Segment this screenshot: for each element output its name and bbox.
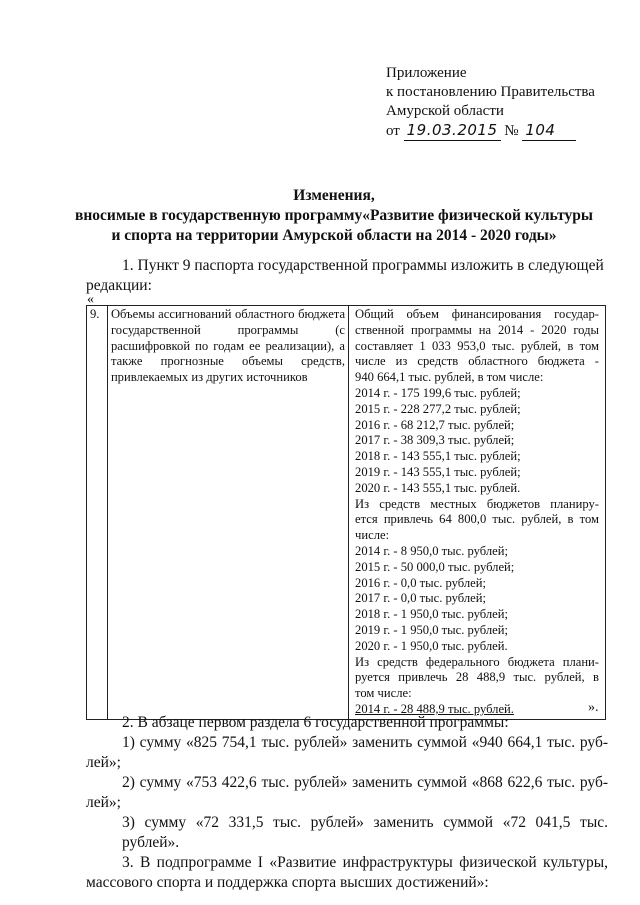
- funding-line: числе:: [355, 528, 390, 543]
- row-value: [349, 306, 606, 720]
- heading-line-3: и спорта на территории Амурской области на 2014 - 2020 годы»: [111, 227, 557, 244]
- row-description: Объемы ассигнований областного бюджета государственной программы (с расшифровкой по годам ее реализации), а также прогнозные объемы средств, привлекаемых из других источников: [107, 306, 348, 720]
- heading-line-1: Изменения,: [293, 187, 375, 204]
- table-row: [87, 306, 606, 720]
- appendix-resolution: к постановлению Правительства: [386, 84, 595, 100]
- appendix-title: Приложение: [386, 65, 467, 81]
- appendix-date-number: [386, 121, 595, 141]
- appendix-region: Амурской области: [386, 103, 504, 119]
- funding-line: 2015 г. - 50 000,0 тыс. рублей;: [355, 559, 515, 574]
- funding-line: 2015 г. - 228 277,2 тыс. рублей;: [355, 401, 521, 416]
- number-label: №: [504, 123, 519, 139]
- resolution-date: 19.03.2015: [404, 121, 501, 141]
- paragraph-2-item-2: 2) сумму «753 422,6 тыс. рублей» заменить суммой «868 622,6 тыс. руб-: [122, 774, 608, 791]
- funding-line: 940 664,1 тыс. рублей, в том числе:: [355, 370, 544, 385]
- funding-line: 2016 г. - 68 212,7 тыс. рублей;: [355, 417, 515, 432]
- paragraph-2: 2. В абзаце первом раздела 6 государственной программы:: [122, 714, 509, 731]
- funding-line: ственной программы на 2014 - 2020 годы: [355, 322, 599, 337]
- funding-line: Из средств местных бюджетов планиру-: [355, 496, 599, 511]
- paragraph-2-item-1: 1) сумму «825 754,1 тыс. рублей» заменить суммой «940 664,1 тыс. руб-: [122, 734, 608, 751]
- funding-line: ется привлечь 64 800,0 тыс. рублей, в том: [355, 512, 599, 527]
- appendix-block: [386, 64, 595, 141]
- passport-table: [86, 305, 606, 720]
- paragraph-2-item-3: 3) сумму «72 331,5 тыс. рублей» заменить суммой «72 041,5 тыс. рублей».: [122, 814, 608, 851]
- funding-line: 2018 г. - 1 950,0 тыс. рублей;: [355, 607, 509, 622]
- funding-line: 2014 г. - 28 488,9 тыс. рублей.: [355, 701, 514, 716]
- body-section: [86, 713, 608, 893]
- paragraph-2-item-2-cont: лей»;: [86, 794, 121, 811]
- intro-paragraph: [86, 256, 608, 296]
- funding-line: 2014 г. - 8 950,0 тыс. рублей;: [355, 543, 509, 558]
- funding-line: 2016 г. - 0,0 тыс. рублей;: [355, 575, 486, 590]
- intro-line-1: 1. Пункт 9 паспорта государственной программы изложить в следующей: [122, 257, 604, 274]
- funding-line: 2017 г. - 0,0 тыс. рублей;: [355, 591, 486, 606]
- resolution-number: 104: [522, 121, 576, 141]
- from-label: от: [386, 123, 400, 139]
- row-number: 9.: [87, 306, 108, 720]
- funding-line: 2019 г. - 1 950,0 тыс. рублей;: [355, 622, 509, 637]
- funding-lines: [352, 307, 602, 718]
- heading-line-2: вносимые в государственную программу«Развитие физической культуры: [74, 207, 594, 224]
- funding-line: 2019 г. - 143 555,1 тыс. рублей;: [355, 464, 521, 479]
- funding-line: 2020 г. - 143 555,1 тыс. рублей.: [355, 480, 521, 495]
- funding-line: 2017 г. - 38 309,3 тыс. рублей;: [355, 433, 515, 448]
- document-heading: [64, 186, 604, 246]
- funding-line: 2014 г. - 175 199,6 тыс. рублей;: [355, 385, 521, 400]
- paragraph-2-item-1-cont: лей»;: [86, 754, 121, 771]
- funding-line: том числе:: [355, 686, 412, 701]
- intro-line-2: редакции:: [86, 277, 152, 294]
- funding-line: составляет 1 033 953,0 тыс. рублей, в том: [355, 338, 599, 353]
- funding-line: 2018 г. - 143 555,1 тыс. рублей;: [355, 449, 521, 464]
- quote-close-mark: ».: [588, 700, 599, 715]
- quote-open-mark: «: [87, 292, 94, 307]
- paragraph-3: 3. В подпрограмме I «Развитие инфраструктуры физической культуры,: [122, 854, 608, 871]
- funding-line: 2020 г. - 1 950,0 тыс. рублей.: [355, 638, 508, 653]
- funding-line: числе из средств областного бюджета -: [355, 354, 599, 369]
- funding-line: Общий объем финансирования государ-: [355, 307, 599, 321]
- paragraph-3-cont: массового спорта и поддержка спорта высших достижений»:: [86, 874, 489, 891]
- funding-line: руется привлечь 28 488,9 тыс. рублей, в: [355, 670, 599, 685]
- funding-line: Из средств федерального бюджета плани-: [355, 654, 599, 669]
